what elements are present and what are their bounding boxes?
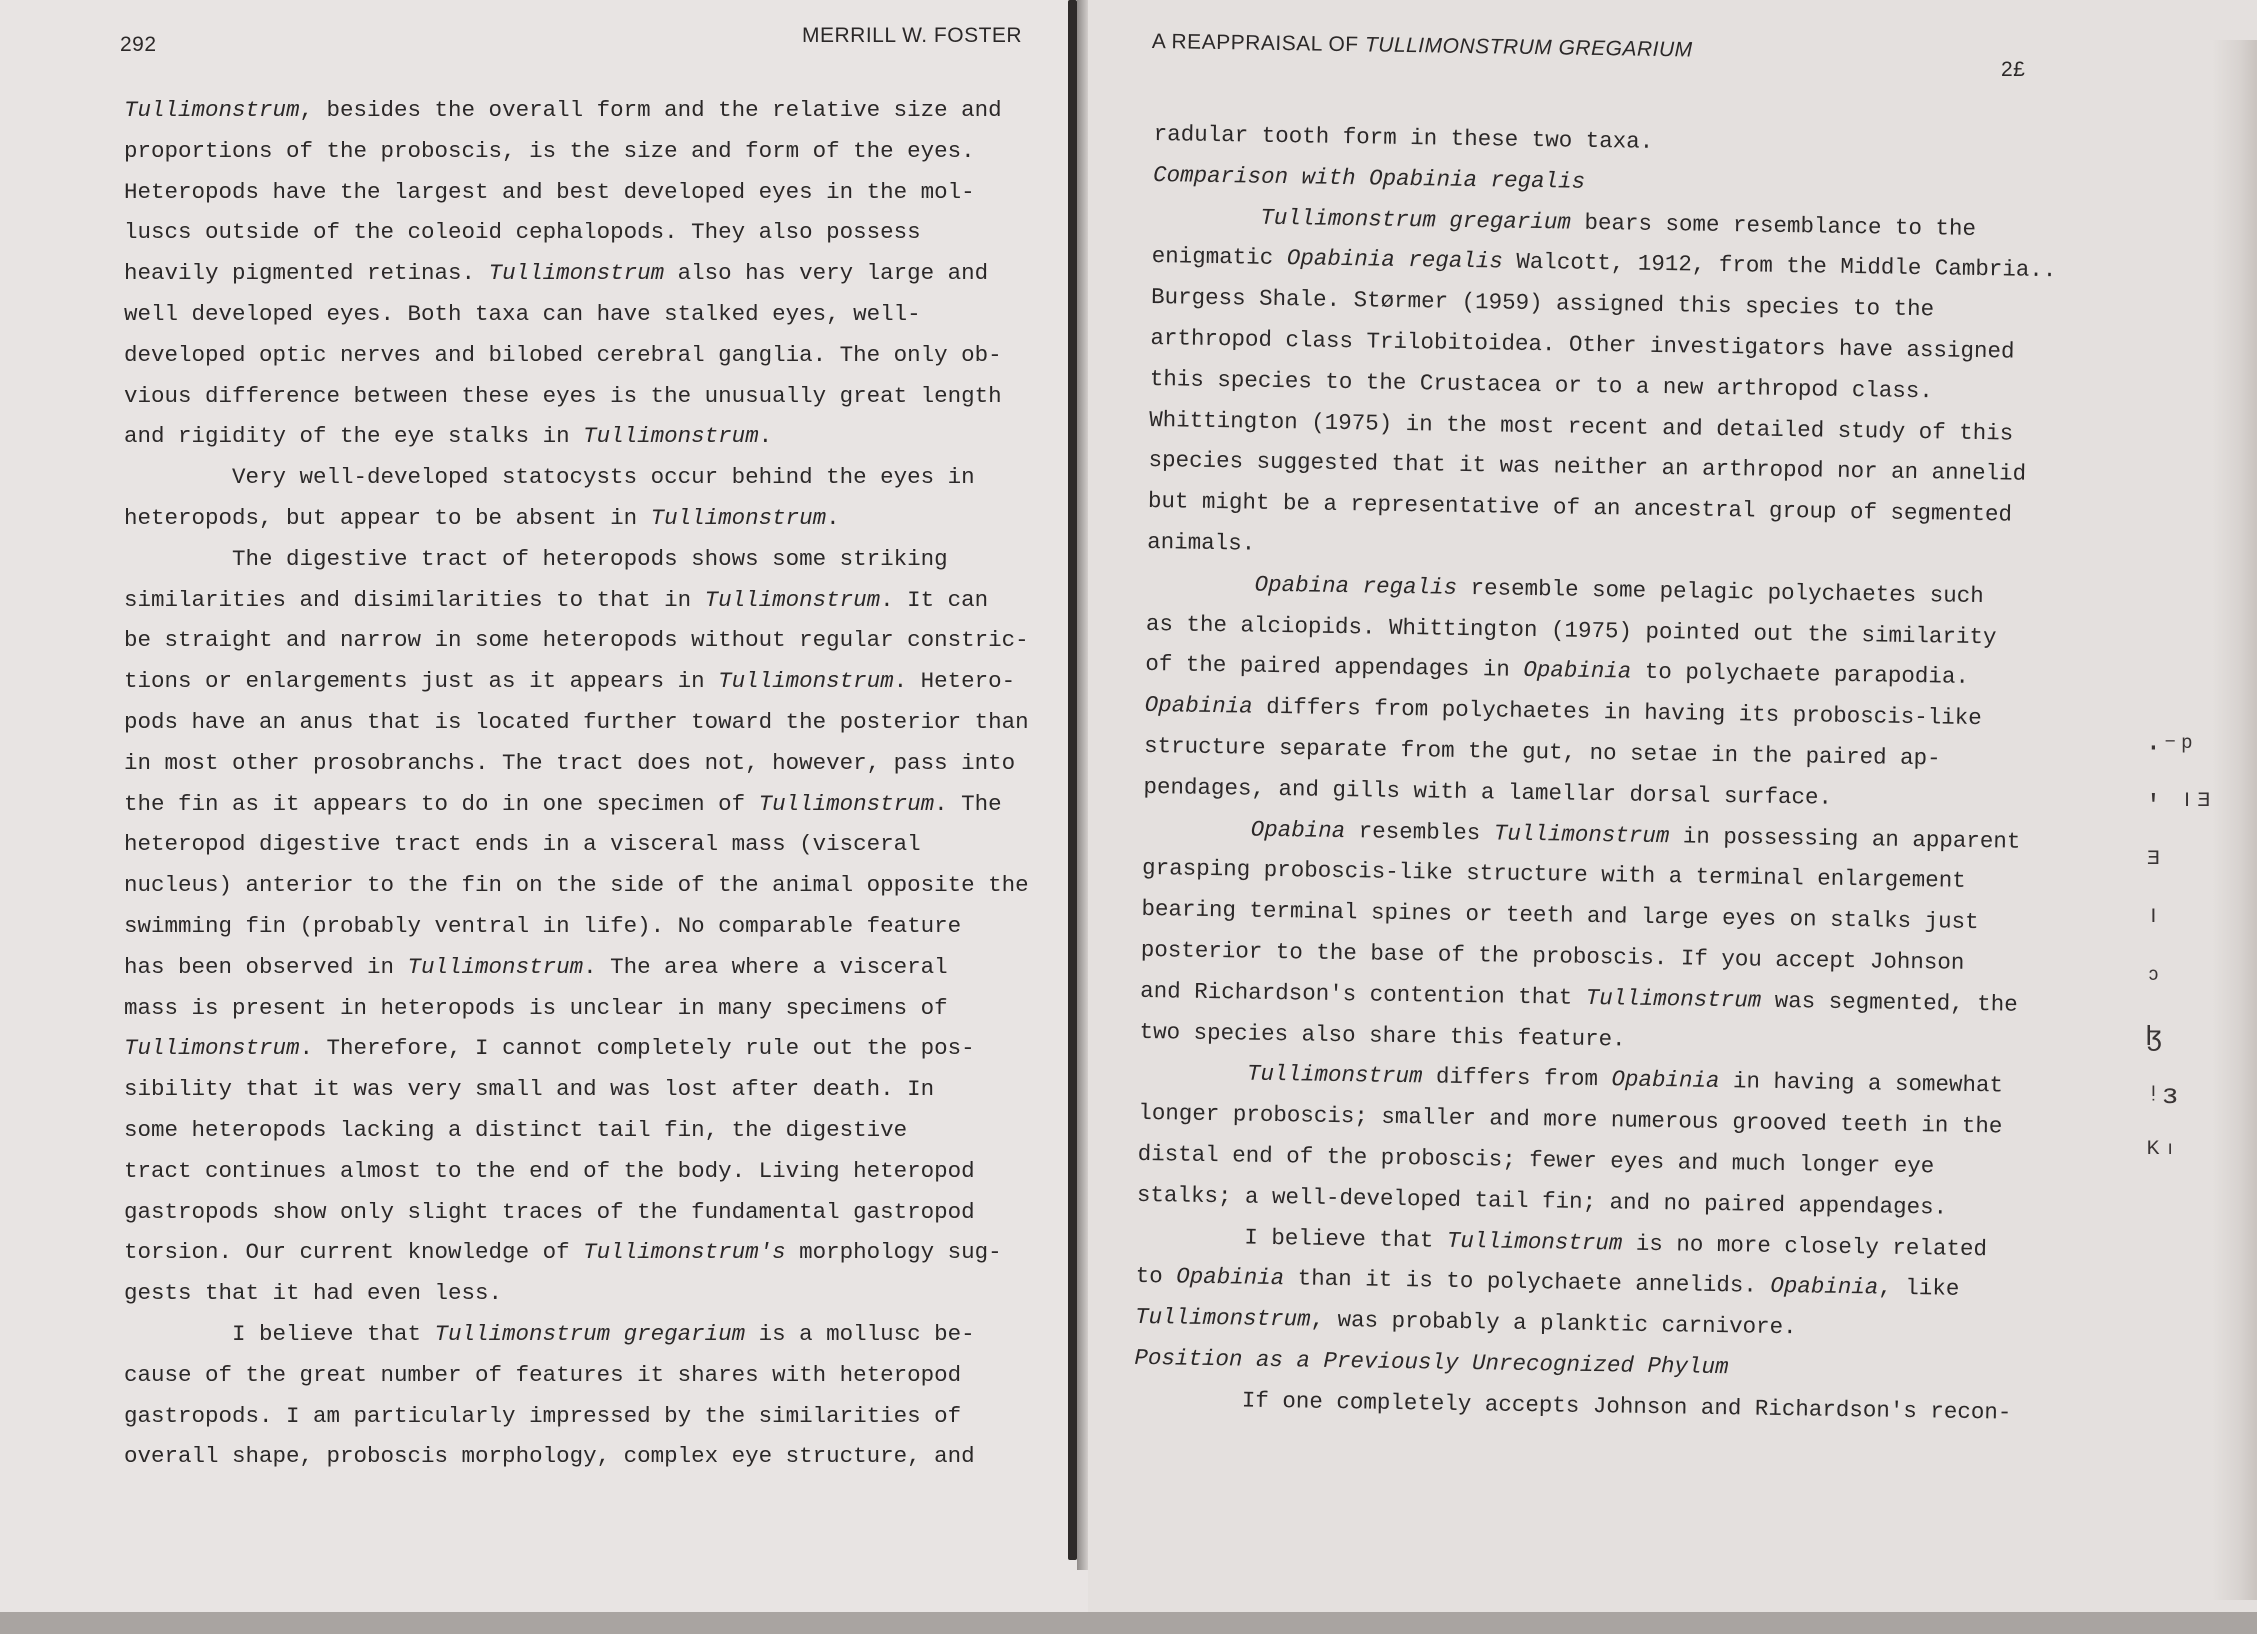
text-segment: radular tooth form in these two taxa. (1153, 120, 1654, 155)
margin-mark: ' ᴵᴲ (2145, 791, 2213, 822)
text-segment: resembles (1345, 817, 1494, 846)
text-segment: pendages, and gills with a lamellar dorsal surface. (1143, 773, 1833, 811)
text-line (124, 1151, 1029, 1192)
text-segment: distal end of the proboscis; fewer eyes and much longer eye (1137, 1140, 1935, 1180)
text-segment: . Therefore, I cannot completely rule out the pos- (299, 1035, 975, 1062)
text-segment: pods have an anus that is located further toward the posterior than (124, 708, 1029, 735)
italic-text: Opabinia (1523, 657, 1632, 685)
italic-text: Tullimonstrum (1446, 1227, 1623, 1257)
text-line (124, 865, 1029, 906)
text-segment: If one completely accepts Johnson and Richardson's recon- (1241, 1387, 2012, 1426)
text-line (124, 784, 1029, 825)
text-segment: , besides the overall form and the relative size and (299, 97, 1002, 123)
text-line (124, 1232, 1029, 1273)
italic-text: Tullimonstrum (1134, 1303, 1311, 1333)
text-segment: heteropods, but appear to be absent in (124, 504, 651, 531)
text-segment: this species to the Crustacea or to a new arthropod class. (1149, 365, 1934, 405)
text-segment: posterior to the base of the proboscis. If you accept Johnson (1140, 936, 1965, 976)
left-running-header: MERRILL W. FOSTER (802, 24, 1023, 47)
text-segment: , like (1878, 1274, 1960, 1303)
italic-text: Tullimonstrum (650, 504, 827, 531)
text-line (124, 212, 1029, 253)
text-segment: gastropods show only slight traces of the fundamental gastropod (124, 1198, 975, 1225)
text-segment: enigmatic (1151, 243, 1287, 272)
text-line (124, 620, 1029, 661)
text-line (124, 1273, 1029, 1314)
text-segment: Very well-developed statocysts occur behind the eyes in (232, 464, 975, 491)
italic-text: Tullimonstrum (758, 790, 935, 817)
italic-text: Opabinia (1611, 1066, 1720, 1095)
left-body-text (124, 90, 1029, 1477)
italic-text: Opabinia (1176, 1263, 1285, 1292)
text-segment: in possessing an apparent (1669, 822, 2021, 855)
text-segment: tions or enlargements just as it appears in (124, 668, 719, 695)
italic-text: Tullimonstrum (704, 586, 881, 613)
text-segment: Walcott, 1912, from the Middle Cambria.. (1502, 248, 2057, 284)
text-line (124, 1069, 1029, 1110)
text-line (124, 947, 1029, 988)
text-segment: . (758, 423, 773, 450)
text-segment: developed optic nerves and bilobed cerebral ganglia. The only ob- (124, 341, 1002, 368)
margin-mark: ᴷᶦ (2145, 1139, 2179, 1170)
italic-text: Tullimonstrum (1585, 984, 1762, 1014)
text-line (124, 376, 1029, 417)
book-gutter (1068, 0, 1077, 1560)
text-segment: . It can (880, 586, 989, 613)
right-running-header (1152, 30, 1693, 62)
text-segment: . The area where a visceral (583, 953, 948, 980)
italic-text: Opabina regalis (1254, 571, 1458, 601)
text-segment: is no more closely related (1622, 1230, 1988, 1262)
text-segment: species suggested that it was neither an arthropod nor an annelid (1148, 447, 2027, 488)
text-line (124, 1355, 1029, 1396)
italic-text: Tullimonstrum (124, 1035, 300, 1062)
text-segment: of the paired appendages in (1145, 651, 1524, 684)
text-segment: be straight and narrow in some heteropods without regular constric- (124, 627, 1029, 654)
text-line (124, 335, 1029, 376)
text-segment: Burgess Shale. Størmer (1959) assigned this species to the (1150, 284, 1935, 323)
text-segment: differs from (1422, 1063, 1612, 1093)
text-segment: as the alciopids. Whittington (1975) pointed out the similarity (1145, 610, 1997, 650)
text-segment: animals. (1147, 528, 1256, 557)
right-page-number: 2£ (2001, 58, 2026, 81)
margin-marks (2145, 720, 2225, 1280)
text-segment: and Richardson's contention that (1140, 977, 1586, 1011)
text-segment: The digestive tract of heteropods shows some striking (232, 545, 948, 572)
italic-text: Opabinia (1770, 1273, 1879, 1301)
right-header-italic: TULLIMONSTRUM GREGARIUM (1364, 33, 1693, 62)
margin-mark: ɮ (2145, 1023, 2162, 1054)
text-segment: bearing terminal spines or teeth and large eyes on stalks just (1141, 896, 1979, 936)
italic-text: Tullimonstrum (1246, 1060, 1423, 1090)
right-header-prefix: A REAPPRAISAL OF (1151, 30, 1366, 57)
text-segment: cause of the great number of features it shares with heteropod (124, 1361, 962, 1388)
text-line (124, 906, 1029, 947)
italic-text: Comparison with Opabinia regalis (1152, 161, 1586, 195)
text-line (124, 743, 1029, 784)
italic-text: Tullimonstrum (407, 953, 584, 980)
text-segment: overall shape, proboscis morphology, complex eye structure, and (124, 1443, 975, 1470)
text-segment: was segmented, the (1761, 987, 2018, 1018)
text-segment: differs from polychaetes in having its proboscis-like (1252, 693, 1982, 732)
text-segment: grasping proboscis-like structure with a terminal enlargement (1141, 855, 1966, 895)
text-segment: and rigidity of the eye stalks in (124, 423, 584, 450)
text-segment: mass is present in heteropods is unclear in many specimens of (124, 994, 948, 1021)
text-segment: has been observed in (124, 953, 408, 980)
text-segment: also has very large and (664, 260, 989, 287)
text-line (124, 1436, 1029, 1477)
text-segment: two species also share this feature. (1139, 1018, 1626, 1053)
text-line (124, 498, 1029, 539)
text-segment: Whittington (1975) in the most recent and detailed study of this (1148, 406, 2014, 447)
italic-text: Tullimonstrum (1493, 819, 1670, 849)
italic-text: Tullimonstrum (488, 260, 665, 287)
text-segment: is a mollusc be- (745, 1320, 975, 1347)
text-segment: tract continues almost to the end of the body. Living heteropod (124, 1157, 975, 1184)
italic-text: Position as a Previously Unrecognized Phylum (1134, 1344, 1729, 1381)
right-page (1088, 0, 2257, 1634)
text-segment: nucleus) anterior to the fin on the side of the animal opposite the (124, 872, 1029, 899)
text-segment: gastropods. I am particularly impressed by the similarities of (124, 1402, 962, 1429)
italic-text: Tullimonstrum (124, 97, 300, 123)
text-segment: similarities and disimilarities to that in (124, 586, 705, 613)
text-segment: to (1135, 1263, 1177, 1290)
text-segment: arthropod class Trilobitoidea. Other investigators have assigned (1150, 324, 2015, 365)
text-line (124, 294, 1029, 335)
text-line (124, 253, 1029, 294)
text-segment: swimming fin (probably ventral in life). No comparable feature (124, 912, 962, 939)
right-body-text (1133, 114, 2058, 1434)
italic-text: Opabinia regalis (1286, 245, 1504, 275)
text-segment: Heteropods have the largest and best developed eyes in the mol- (124, 178, 975, 205)
text-segment: well developed eyes. Both taxa can have stalked eyes, well- (124, 300, 921, 327)
text-segment: . The (934, 790, 1002, 817)
text-segment: but might be a representative of an ancestral group of segmented (1147, 488, 2013, 528)
text-segment: in having a somewhat (1719, 1068, 2004, 1099)
text-segment: bears some resemblance to the (1570, 209, 1977, 242)
text-segment: the fin as it appears to do in one specimen of (124, 790, 759, 817)
text-line (124, 1110, 1029, 1151)
margin-mark: ᴵ (2145, 907, 2162, 938)
text-line (124, 539, 1029, 580)
text-line (124, 1396, 1029, 1437)
text-line (124, 824, 1029, 865)
text-line (124, 90, 1029, 131)
text-segment: I believe that (1244, 1224, 1448, 1254)
text-segment: sibility that it was very small and was lost after death. In (124, 1076, 935, 1103)
text-line (124, 457, 1029, 498)
text-segment: luscs outside of the coleoid cephalopods. They also possess (124, 219, 921, 246)
text-segment: longer proboscis; smaller and more numerous grooved teeth in the (1138, 1100, 2003, 1140)
margin-mark: ᵎɜ (2145, 1081, 2179, 1112)
text-segment: . Hetero- (893, 668, 1016, 695)
text-line (124, 1192, 1029, 1233)
text-line (124, 131, 1029, 172)
italic-text: Tullimonstrum (583, 423, 759, 450)
text-line (124, 1314, 1029, 1355)
text-line (124, 580, 1029, 621)
text-segment: morphology sug- (785, 1239, 1002, 1266)
text-line (124, 172, 1029, 213)
text-segment: . (826, 504, 840, 531)
text-segment: stalks; a well-developed tail fin; and no paired appendages. (1136, 1181, 1948, 1221)
text-line (124, 416, 1029, 457)
margin-mark: ᵓ (2145, 965, 2162, 996)
italic-text: Tullimonstrum's (583, 1239, 786, 1266)
bottom-edge (0, 1612, 2257, 1634)
italic-text: Opabina (1250, 816, 1346, 844)
text-line (124, 988, 1029, 1029)
text-segment: heavily pigmented retinas. (124, 260, 489, 287)
margin-mark: ᴲ (2145, 849, 2162, 880)
text-segment: in most other prosobranchs. The tract does not, however, pass into (124, 749, 1016, 776)
italic-text: Tullimonstrum gregarium (434, 1320, 746, 1347)
text-segment: vious difference between these eyes is the unusually great length (124, 382, 1002, 409)
text-segment: torsion. Our current knowledge of (124, 1239, 584, 1266)
italic-text: Opabinia (1144, 692, 1253, 720)
text-segment: heteropod digestive tract ends in a visceral mass (visceral (124, 831, 921, 858)
text-segment: gests that it had even less. (124, 1280, 503, 1307)
text-segment: some heteropods lacking a distinct tail fin, the digestive (124, 1116, 908, 1143)
text-segment: , was probably a planktic carnivore. (1310, 1306, 1797, 1341)
text-line (124, 1028, 1029, 1069)
left-page (0, 0, 1088, 1634)
italic-text: Tullimonstrum gregarium (1260, 204, 1572, 236)
margin-mark: ·⁻ᵖ (2145, 733, 2196, 764)
text-segment: proportions of the proboscis, is the size and form of the eyes. (124, 137, 975, 164)
text-segment: resemble some pelagic polychaetes such (1456, 574, 1984, 609)
text-segment: to polychaete parapodia. (1631, 658, 1970, 691)
italic-text: Tullimonstrum (718, 668, 894, 695)
left-page-number: 292 (120, 33, 157, 56)
text-segment: structure separate from the gut, no setae in the paired ap- (1143, 732, 1941, 772)
text-line (124, 702, 1029, 743)
text-segment: I believe that (232, 1320, 435, 1347)
text-segment: than it is to polychaete annelids. (1284, 1265, 1771, 1300)
text-line (124, 661, 1029, 702)
